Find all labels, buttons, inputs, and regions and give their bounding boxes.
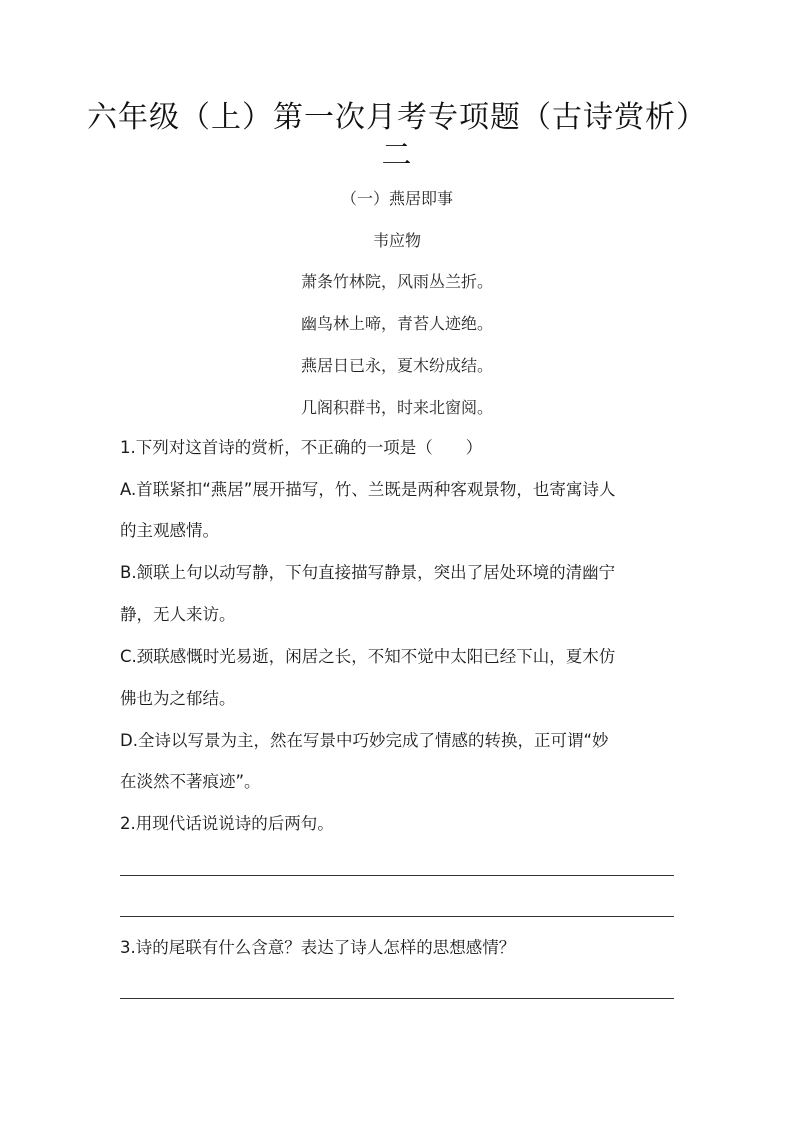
page-title-continued: 二	[381, 138, 413, 173]
poem-line-1: 萧条竹林院，风雨丛兰折。	[300, 272, 493, 291]
option-d-line-2: 在淡然不著痕迹”。	[120, 772, 261, 791]
question-1-stem: 1.下列对这首诗的赏析，不正确的一项是（ ）	[120, 438, 483, 457]
option-c-line-2: 佛也为之郁结。	[120, 689, 236, 708]
poem-line-2: 幽鸟林上啼，青苔人迹绝。	[300, 314, 493, 333]
poem-line-4: 几阁积群书，时来北窗阅。	[300, 398, 493, 417]
option-b-line-2: 静，无人来访。	[120, 605, 236, 624]
answer-line	[120, 916, 674, 917]
option-d-line-1: D.全诗以写景为主，然在写景中巧妙完成了情感的转换，正可谓“妙	[120, 731, 609, 750]
option-a-line-1: A.首联紧扣“燕居”展开描写，竹、兰既是两种客观景物，也寄寓诗人	[120, 480, 616, 499]
answer-line	[120, 998, 674, 999]
question-3-stem: 3.诗的尾联有什么含意？表达了诗人怎样的思想感情？	[120, 938, 516, 957]
poem-author: 韦应物	[372, 231, 421, 250]
answer-line	[120, 875, 674, 876]
poem-title: （一）燕居即事	[340, 189, 453, 208]
poem-line-3: 燕居日已永，夏木纷成结。	[300, 356, 493, 375]
option-a-line-2: 的主观感情。	[120, 521, 219, 540]
question-2-stem: 2.用现代话说说诗的后两句。	[120, 814, 334, 833]
option-b-line-1: B.颔联上句以动写静，下句直接描写静景，突出了居处环境的清幽宁	[120, 563, 616, 582]
page-title: 六年级（上）第一次月考专项题（古诗赏析）	[87, 100, 707, 135]
option-c-line-1: C.颈联感慨时光易逝，闲居之长，不知不觉中太阳已经下山，夏木仿	[120, 647, 616, 666]
